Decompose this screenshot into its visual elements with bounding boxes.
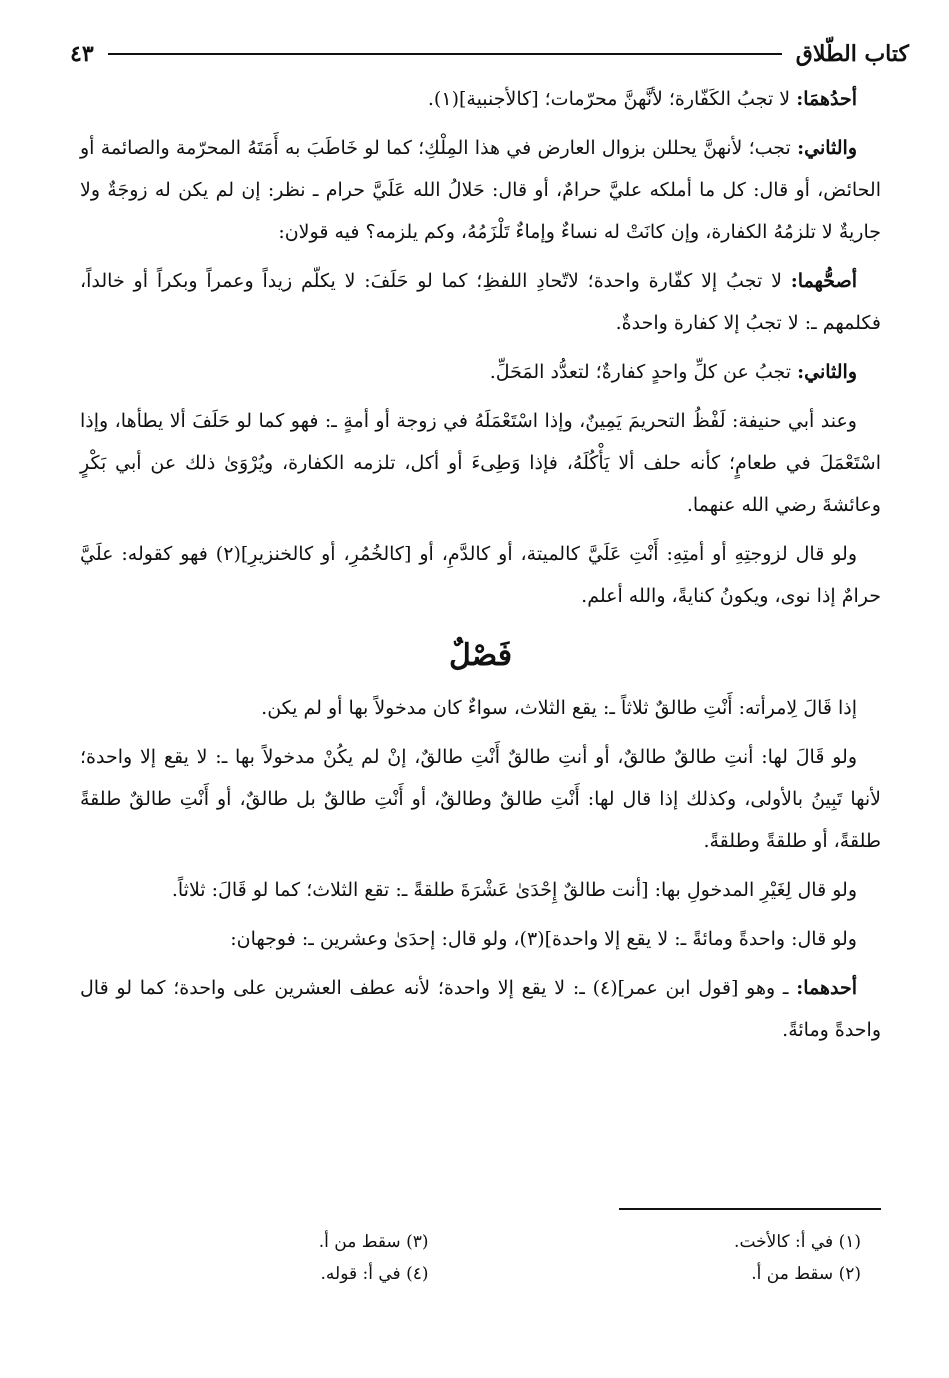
paragraph xyxy=(80,869,881,911)
paragraph xyxy=(80,400,881,526)
footnote: (٣) سقط من أ. xyxy=(318,1232,429,1252)
paragraph-text: ولو قال لِغَيْرِ المدخولِ بها: [أنت طالقٌ إِحْدَىٰ عَشْرَةَ طلقةً ـ: تقع الثلاث؛ كما لو قَالَ: ثلاثاً. xyxy=(171,879,857,901)
paragraph-text: تجب؛ لأنهنَّ يحللن بزوال العارض في هذا المِلْكِ؛ كما لو خَاطَبَ به أَمَتَهُ المحرّمة والصائمة أو الحائض، أو قال: كل ما أملكه عليَّ حرامٌ، أو قال: حَلالُ الله عَلَيَّ حرام ـ نظر: إن لم يكن له زوجَةٌ ولا جاريةٌ لا تلزمُهُ الكفارة، وإن كانَتْ له نساءٌ وإماءٌ تَلْزَمُهُ، وكم يلزمه؟ فيه قولان: xyxy=(80,137,881,243)
header-rule xyxy=(108,53,782,55)
paragraph-text: ولو قال لزوجتِهِ أو أمتِهِ: أَنْتِ عَلَيَّ كالميتة، أو كالدَّمِ، أو [كالخُمُرِ، أو كالخنزيرِ](٢) فهو كقوله: علَيَّ حرامٌ إذا نوى، ويكونُ كنايةً، والله أعلم. xyxy=(80,543,881,607)
page-header xyxy=(70,34,909,74)
paragraph-lead: أحدهما: xyxy=(796,977,857,999)
paragraph xyxy=(80,967,881,1051)
paragraph xyxy=(80,736,881,862)
main-text xyxy=(80,78,881,1058)
paragraph xyxy=(80,78,881,120)
paragraph-lead: أحدُهمَا: xyxy=(796,88,857,110)
paragraph-lead: أصحُّهما: xyxy=(790,270,857,292)
running-title: كتاب الطّلاق xyxy=(795,41,909,67)
paragraph xyxy=(80,351,881,393)
footnotes xyxy=(80,1226,881,1290)
footnote-column-left xyxy=(80,1226,513,1290)
paragraph xyxy=(80,918,881,960)
paragraph xyxy=(80,260,881,344)
section-heading: فَصْلٌ xyxy=(448,638,513,673)
paragraph-lead: والثاني: xyxy=(797,361,857,383)
footnote: (٤) في أ: قوله. xyxy=(320,1264,429,1284)
paragraph-text: ولو قَالَ لها: أنتِ طالقٌ طالقٌ، أو أنتِ طالقٌ أَنْتِ طالقٌ، إنْ لم يكُنْ مدخولاً بها ـ: لا يقع إلا واحدة؛ لأنها تَبِينُ بالأولى، وكذلك إذا قال لها: أَنْتِ طالقٌ وطالقٌ، أو أَنْتِ طالقٌ بل طالقٌ، أو أَنْتِ طالقٌ طلقةً طلقةً، أو طلقةً وطلقةً. xyxy=(80,746,881,852)
paragraph xyxy=(80,533,881,617)
paragraph-text: وعند أبي حنيفة: لَفْظُ التحريمَ يَمِينٌ، وإذا اسْتَعْمَلَهُ في زوجة أو أمةٍ ـ: فهو كما لو حَلَفَ ألا يطأها، وإذا اسْتَعْمَلَ في طعامٍ؛ كأنه حلف ألا يَأْكُلَهُ، فإذا وَطِىءَ أو أكل، تلزمه الكفارة، ويُرْوَىٰ ذلك عن أبي بَكْرٍ وعائشةَ رضي الله عنهما. xyxy=(80,410,881,516)
footnote: (٢) سقط من أ. xyxy=(751,1264,861,1284)
paragraph-text: لا تجبُ إلا كفّارة واحدة؛ لاتّحادِ اللفظِ؛ كما لو حَلَفَ: لا يكلّم زيداً وعمراً وبكراً أو خالداً، فكلمهم ـ: لا تجبُ إلا كفارة واحدةٌ. xyxy=(80,270,881,334)
footnote-column-right xyxy=(513,1226,882,1290)
paragraph-text: تجبُ عن كلِّ واحدٍ كفارةٌ؛ لتعدُّد المَحَلِّ. xyxy=(489,361,798,383)
paragraph xyxy=(80,687,881,729)
paragraph-lead: والثاني: xyxy=(797,137,857,159)
footnote: (١) في أ: كالأخت. xyxy=(734,1232,861,1252)
paragraph xyxy=(80,127,881,253)
paragraph-text: إذا قَالَ لِامرأته: أَنْتِ طالقٌ ثلاثاً ـ: يقع الثلاث، سواءٌ كان مدخولاً بها أو لم يكن. xyxy=(261,697,857,719)
paragraph-text: ـ وهو [قول ابن عمر](٤) ـ: لا يقع إلا واحدة؛ لأنه عطف العشرين على واحدة؛ كما لو قال واحدةً ومائةً. xyxy=(80,977,881,1041)
page-number: ٤٣ xyxy=(70,41,94,67)
paragraph-text: لا تجبُ الكَفّارة؛ لأنَّهنَّ محرّمات؛ [كالأجنبية](١). xyxy=(427,88,797,110)
footnote-rule xyxy=(619,1208,881,1210)
paragraph-text: ولو قال: واحدةً ومائةً ـ: لا يقع إلا واحدة](٣)، ولو قال: إحدَىٰ وعشرين ـ: فوجهان: xyxy=(230,928,857,950)
